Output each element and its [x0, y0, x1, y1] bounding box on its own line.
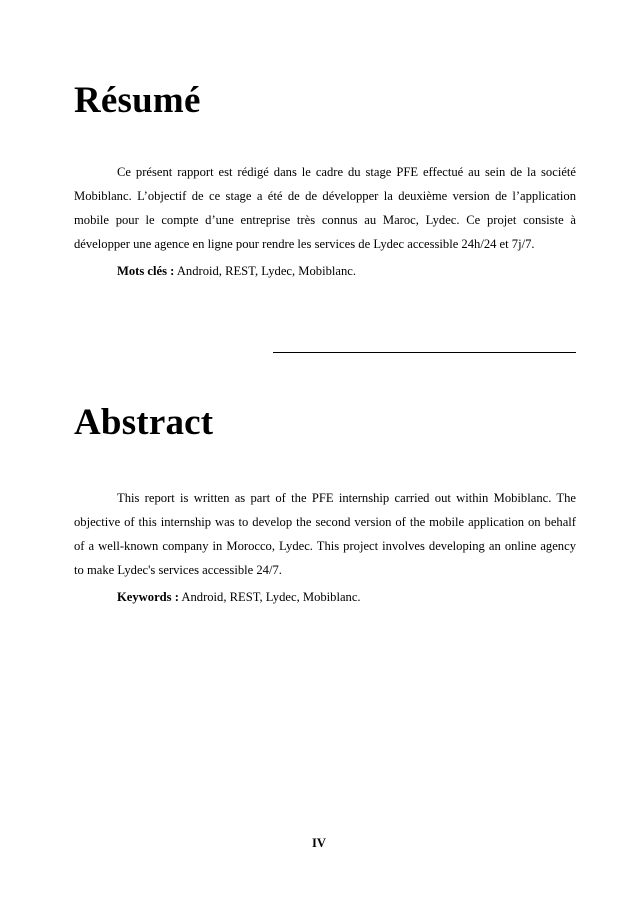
section-divider [273, 352, 576, 353]
resume-keywords [117, 263, 356, 279]
resume-paragraph: Ce présent rapport est rédigé dans le cadre du stage PFE effectué au sein de la société Mobiblanc. L’objectif de ce stage a été de de développer la deuxième version de l’application mobile pour le compte d’une entreprise très connus au Maroc, Lydec. Ce projet consiste à développer une agence en ligne pour rendre les services de Lydec accessible 24h/24 et 7j/7. [74, 165, 576, 251]
abstract-keywords-value: Android, REST, Lydec, Mobiblanc. [178, 590, 361, 604]
abstract-keywords [117, 589, 361, 605]
abstract-heading: Abstract [74, 402, 214, 443]
resume-keywords-value: Android, REST, Lydec, Mobiblanc. [174, 264, 357, 278]
abstract-paragraph: This report is written as part of the PFE internship carried out within Mobiblanc. The objective of this internship was to develop the second version of the mobile application on behalf of a well-known company in Morocco, Lydec. This project involves developing an online agency to make Lydec's services accessible 24/7. [74, 491, 576, 577]
resume-keywords-label: Mots clés : [117, 264, 175, 278]
abstract-keywords-label: Keywords : [117, 590, 179, 604]
page-number: IV [312, 836, 326, 850]
resume-heading: Résumé [74, 80, 201, 121]
